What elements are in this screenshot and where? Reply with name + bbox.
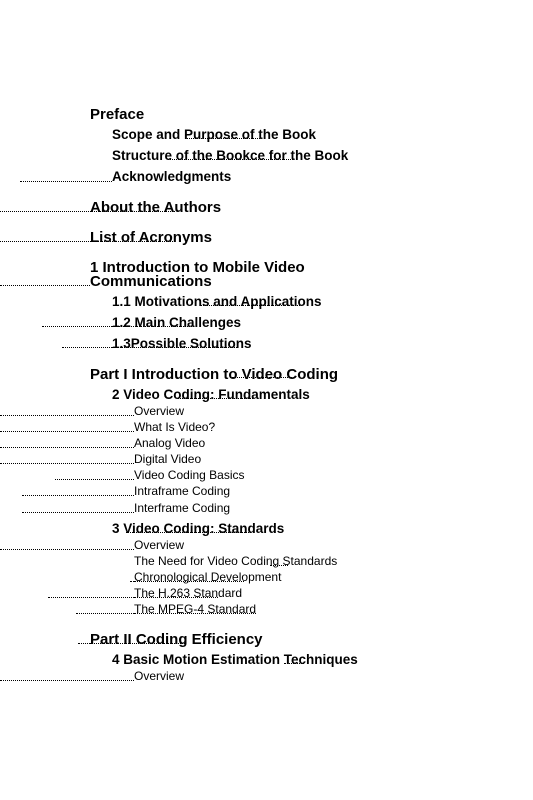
toc-entry-section-1-2[interactable]: 1.2 Main Challenges [112, 315, 242, 330]
toc-entry-part-2[interactable]: Part II Coding Efficiency [90, 631, 263, 648]
toc-entry-acknowledgments[interactable]: Acknowledgments [112, 169, 232, 184]
dot-leader [48, 596, 134, 598]
toc-entry-ch2-item[interactable]: What Is Video? [134, 420, 216, 434]
dot-leader [134, 612, 256, 614]
toc-entry-ch2-item[interactable]: Intraframe Coding [134, 484, 231, 498]
dot-leader [62, 346, 112, 348]
toc-entry-ch2-item[interactable]: Interframe Coding [134, 501, 231, 515]
toc-entry-ch3-item[interactable]: Chronological Development [134, 570, 282, 584]
toc-entry-chapter-4[interactable]: 4 Basic Motion Estimation Techniques [112, 652, 358, 667]
toc-entry-acronyms[interactable]: List of Acronyms [90, 229, 212, 246]
toc-entry-ch2-item[interactable]: Video Coding Basics [134, 468, 245, 482]
toc-entry-about-authors[interactable]: About the Authors [90, 199, 222, 216]
dot-leader [76, 612, 134, 614]
dot-leader [284, 662, 304, 664]
dot-leader [0, 430, 134, 432]
toc-entry-structure[interactable]: Structure of the Bookce for the Book [112, 148, 349, 163]
toc-entry-section-1-1[interactable]: 1.1 Motivations and Applications [112, 294, 322, 309]
dot-leader [42, 325, 112, 327]
dot-leader [20, 180, 112, 182]
toc-entry-chapter-1-line-2[interactable]: Communications [90, 273, 212, 290]
dot-leader [112, 346, 237, 348]
toc-entry-chapter-3[interactable]: 3 Video Coding: Standards [112, 521, 285, 536]
toc-entry-ch3-item[interactable]: The Need for Video Coding Standards [134, 554, 338, 568]
dot-leader [112, 325, 192, 327]
toc-entry-section-1-3[interactable]: 1.3Possible Solutions [112, 336, 252, 351]
toc-entry-chapter-1-line-1[interactable]: 1 Introduction to Mobile Video [90, 259, 305, 276]
dot-leader [126, 531, 251, 533]
dot-leader [55, 478, 134, 480]
toc-entry-ch3-item[interactable]: Overview [134, 538, 185, 552]
dot-leader [0, 446, 134, 448]
dot-leader [185, 137, 260, 139]
toc-entry-ch2-item[interactable]: Overview [134, 404, 185, 418]
dot-leader [134, 596, 218, 598]
dot-leader [22, 511, 134, 513]
dot-leader [134, 580, 244, 582]
dot-leader [168, 158, 293, 160]
dot-leader [0, 284, 90, 286]
toc-entry-ch3-item[interactable]: The H.263 Standard [134, 586, 243, 600]
dot-leader [0, 548, 134, 550]
dot-leader [90, 642, 185, 644]
toc-entry-ch3-item[interactable]: The MPEG-4 Standard [134, 602, 257, 616]
dot-leader [78, 642, 90, 644]
dot-leader [0, 462, 134, 464]
dot-leader [0, 414, 134, 416]
dot-leader [232, 376, 292, 378]
toc-entry-ch2-item[interactable]: Digital Video [134, 452, 202, 466]
dot-leader [270, 564, 288, 566]
dot-leader [178, 397, 253, 399]
toc-entry-ch2-item[interactable]: Analog Video [134, 436, 206, 450]
dot-leader [200, 304, 300, 306]
dot-leader [22, 494, 134, 496]
toc-entry-scope[interactable]: Scope and Purpose of the Book [112, 127, 317, 142]
toc-entry-chapter-2[interactable]: 2 Video Coding: Fundamentals [112, 387, 310, 402]
toc-entry-preface[interactable]: Preface [90, 106, 145, 123]
toc-entry-ch4-item[interactable]: Overview [134, 669, 185, 683]
dot-leader [0, 679, 134, 681]
toc-entry-part-1[interactable]: Part I Introduction to Video Coding [90, 366, 339, 383]
